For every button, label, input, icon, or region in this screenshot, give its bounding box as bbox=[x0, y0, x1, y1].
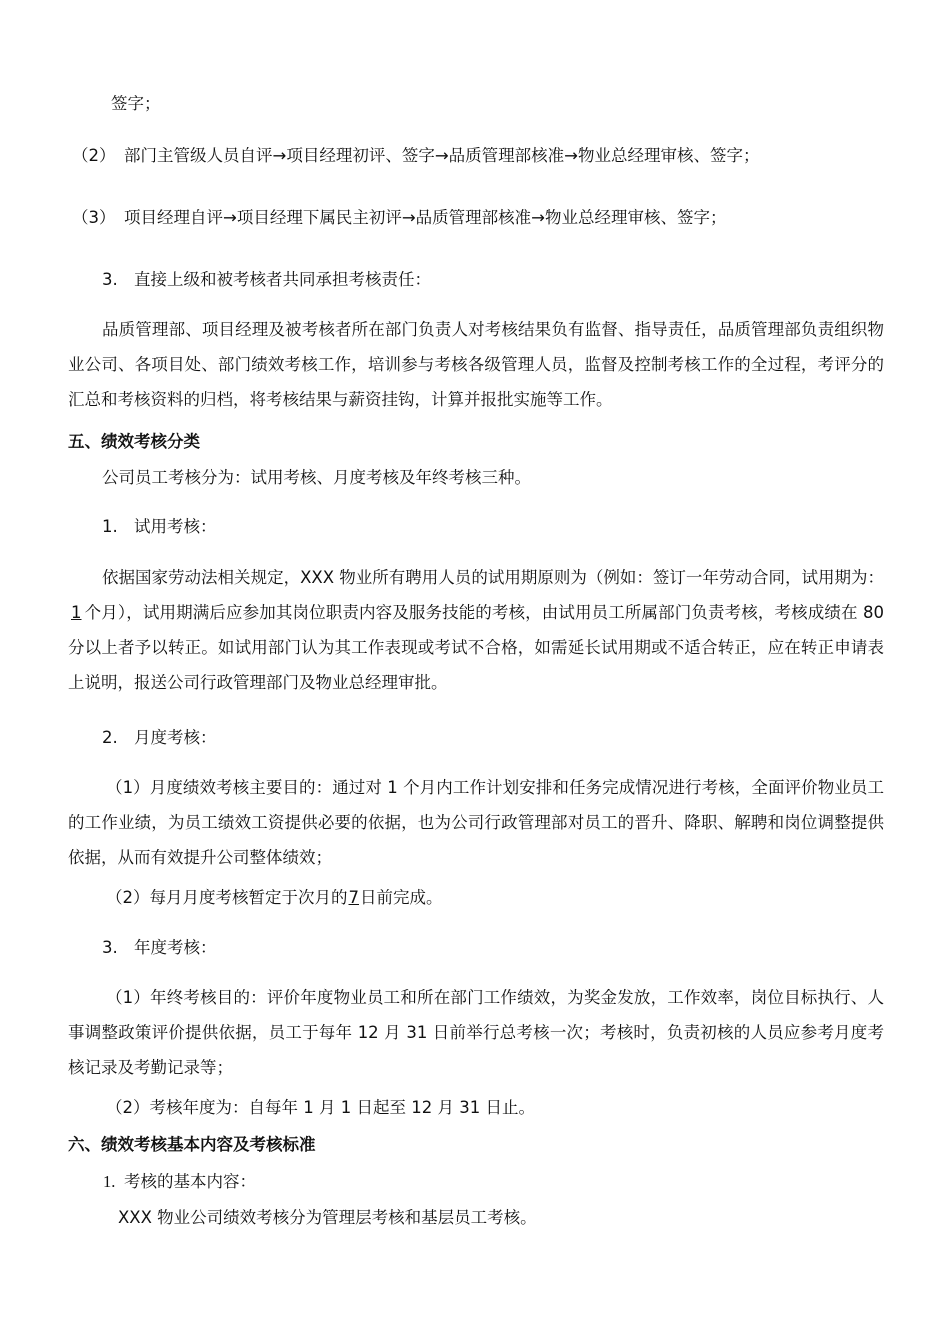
trial-paragraph bbox=[68, 560, 884, 700]
trial-paragraph-part-a: 依据国家劳动法相关规定，XXX 物业所有聘用人员的试用期原则为（例如：签订一年劳动合同，试用期为： bbox=[102, 568, 884, 587]
step-3-text: 项目经理自评→项目经理下属民主初评→品质管理部核准→物业总经理审核、签字； bbox=[124, 208, 727, 227]
step-2-text: 部门主管级人员自评→项目经理初评、签字→品质管理部核准→物业总经理审核、签字； bbox=[124, 146, 760, 165]
classification-intro: 公司员工考核分为：试用考核、月度考核及年终考核三种。 bbox=[102, 468, 531, 487]
monthly-deadline-day: 7 bbox=[348, 888, 359, 907]
content-number: 1. bbox=[103, 1172, 116, 1191]
responsibility-paragraph: 品质管理部、项目经理及被考核者所在部门负责人对考核结果负有监督、指导责任，品质管理部负责组织物业公司、各项目处、部门绩效考核工作，培训参与考核各级管理人员，监督及控制考核工作的全过程，考评分的汇总和考核资料的归档，将考核结果与薪资挂钩，计算并报批实施等工作。 bbox=[68, 320, 884, 409]
content-paragraph: XXX 物业公司绩效考核分为管理层考核和基层员工考核。 bbox=[118, 1208, 537, 1227]
monthly-title: 月度考核： bbox=[134, 728, 217, 747]
step-3-number: （3） bbox=[72, 208, 116, 227]
step-2-number: （2） bbox=[72, 146, 116, 165]
monthly-deadline-part-b: 日前完成。 bbox=[360, 888, 443, 907]
annual-number: 3. bbox=[102, 938, 118, 957]
trial-number: 1. bbox=[102, 517, 118, 536]
annual-title: 年度考核： bbox=[134, 938, 217, 957]
trial-paragraph-part-b: 个月），试用期满后应参加其岗位职责内容及服务技能的考核，由试用员工所属部门负责考核，考核成绩在 80 分以上者予以转正。如试用部门认为其工作表现或考试不合格，如需延长试用期或不适合转正，应在转正申请表上说明，报送公司行政管理部门及物业总经理审批。 bbox=[68, 603, 884, 692]
annual-year-range: （2）考核年度为：自每年 1 月 1 日起至 12 月 31 日止。 bbox=[106, 1098, 535, 1117]
sign-continuation: 签字； bbox=[111, 94, 161, 113]
monthly-paragraph: （1）月度绩效考核主要目的：通过对 1 个月内工作计划安排和任务完成情况进行考核，全面评价物业员工的工作业绩，为员工绩效工资提供必要的依据，也为公司行政管理部对员工的晋升、降职、解聘和岗位调整提供依据，从而有效提升公司整体绩效； bbox=[68, 778, 884, 867]
annual-paragraph: （1）年终考核目的：评价年度物业员工和所在部门工作绩效，为奖金发放，工作效率，岗位目标执行、人事调整政策评价提供依据，员工于每年 12 月 31 日前举行总考核一次；考核时，负责初核的人员应参考月度考核记录及考勤记录等； bbox=[68, 988, 884, 1077]
section-6-heading: 六、绩效考核基本内容及考核标准 bbox=[68, 1135, 316, 1154]
monthly-deadline-part-a: （2）每月月度考核暂定于次月的 bbox=[106, 888, 348, 907]
item-3-text: 直接上级和被考核者共同承担考核责任： bbox=[134, 270, 431, 289]
item-3-number: 3. bbox=[102, 270, 118, 289]
content-title: 考核的基本内容： bbox=[124, 1172, 256, 1191]
monthly-deadline bbox=[106, 888, 443, 908]
monthly-number: 2. bbox=[102, 728, 118, 747]
trial-months-value: 1 bbox=[71, 603, 82, 622]
section-5-heading: 五、绩效考核分类 bbox=[68, 432, 200, 451]
trial-title: 试用考核： bbox=[134, 517, 217, 536]
